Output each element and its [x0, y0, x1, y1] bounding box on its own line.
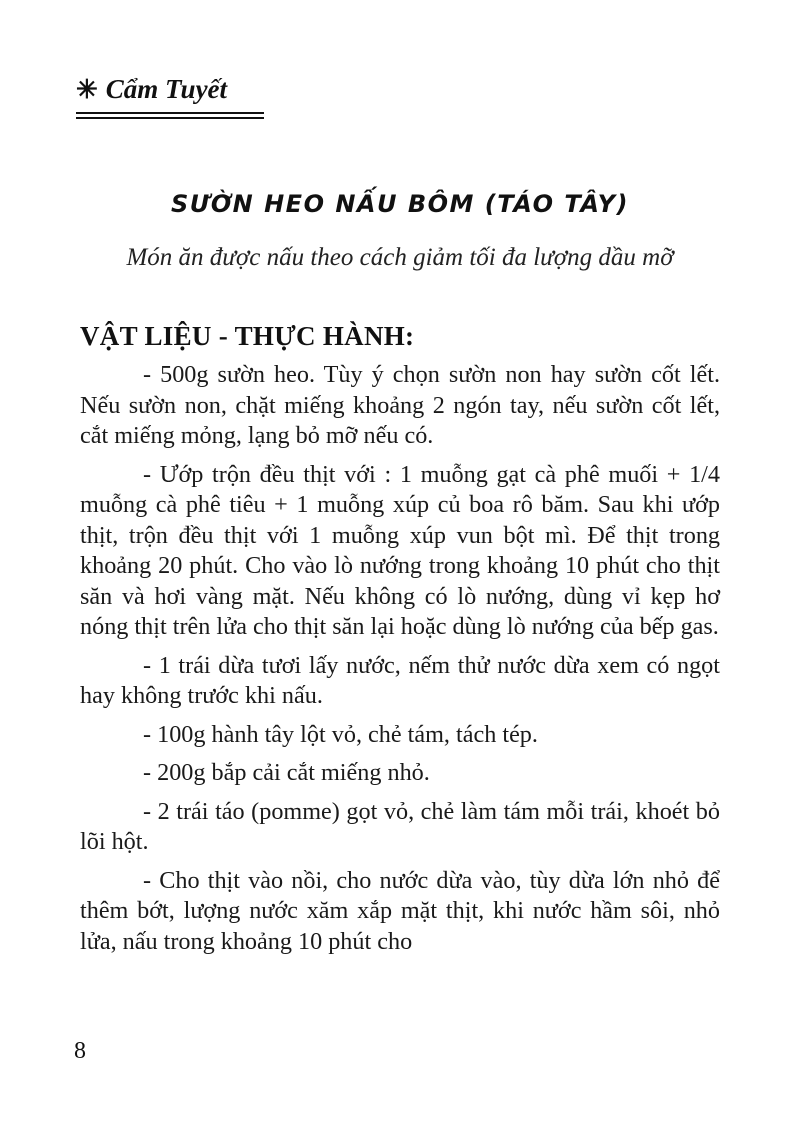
- paragraph: - Ướp trộn đều thịt với : 1 muỗng gạt cà phê muối + 1/4 muỗng cà phê tiêu + 1 muỗng xúp củ boa rô băm. Sau khi ướp thịt, trộn đều thịt với 1 muỗng xúp vun bột mì. Để thịt trong khoảng 20 phút. Cho vào lò nướng trong khoảng 10 phút cho thịt săn và hơi vàng mặt. Nếu không có lò nướng, dùng vỉ kẹp hơ nóng thịt trên lửa cho thịt săn lại hoặc dùng lò nướng của bếp gas.: [80, 460, 720, 640]
- section-heading: VẬT LIỆU - THỰC HÀNH:: [80, 321, 415, 351]
- header-rule-bottom: [76, 117, 264, 119]
- paragraph: - 2 trái táo (pomme) gọt vỏ, chẻ làm tám mỗi trái, khoét bỏ lõi hột.: [80, 797, 720, 855]
- page-number: 8: [74, 1038, 86, 1064]
- paragraph: - Cho thịt vào nồi, cho nước dừa vào, tùy dừa lớn nhỏ để thêm bớt, lượng nước xăm xắp mặt thịt, khi nước hầm sôi, nhỏ lửa, nấu trong khoảng 10 phút cho: [80, 866, 720, 955]
- running-header: [76, 74, 227, 105]
- recipe-body: [80, 360, 720, 965]
- recipe-title: SƯỜN HEO NẤU BÔM (TÁO TÂY): [170, 190, 630, 218]
- paragraph: - 500g sườn heo. Tùy ý chọn sườn non hay sườn cốt lết. Nếu sườn non, chặt miếng khoảng 2 ngón tay, nếu sườn cốt lết, cắt miếng mỏng, lạng bỏ mỡ nếu có.: [80, 361, 720, 449]
- recipe-subtitle: Món ăn được nấu theo cách giảm tối đa lượng dầu mỡ: [126, 244, 674, 271]
- author-name: Cẩm Tuyết: [105, 74, 228, 104]
- paragraph: - 1 trái dừa tươi lấy nước, nếm thử nước dừa xem có ngọt hay không trước khi nấu.: [80, 651, 720, 709]
- paragraph: - 200g bắp cải cắt miếng nhỏ.: [143, 759, 430, 786]
- asterisk-ornament-icon: ✳: [76, 74, 98, 104]
- paragraph: - 100g hành tây lột vỏ, chẻ tám, tách tép.: [143, 720, 538, 748]
- header-rule-top: [76, 112, 264, 114]
